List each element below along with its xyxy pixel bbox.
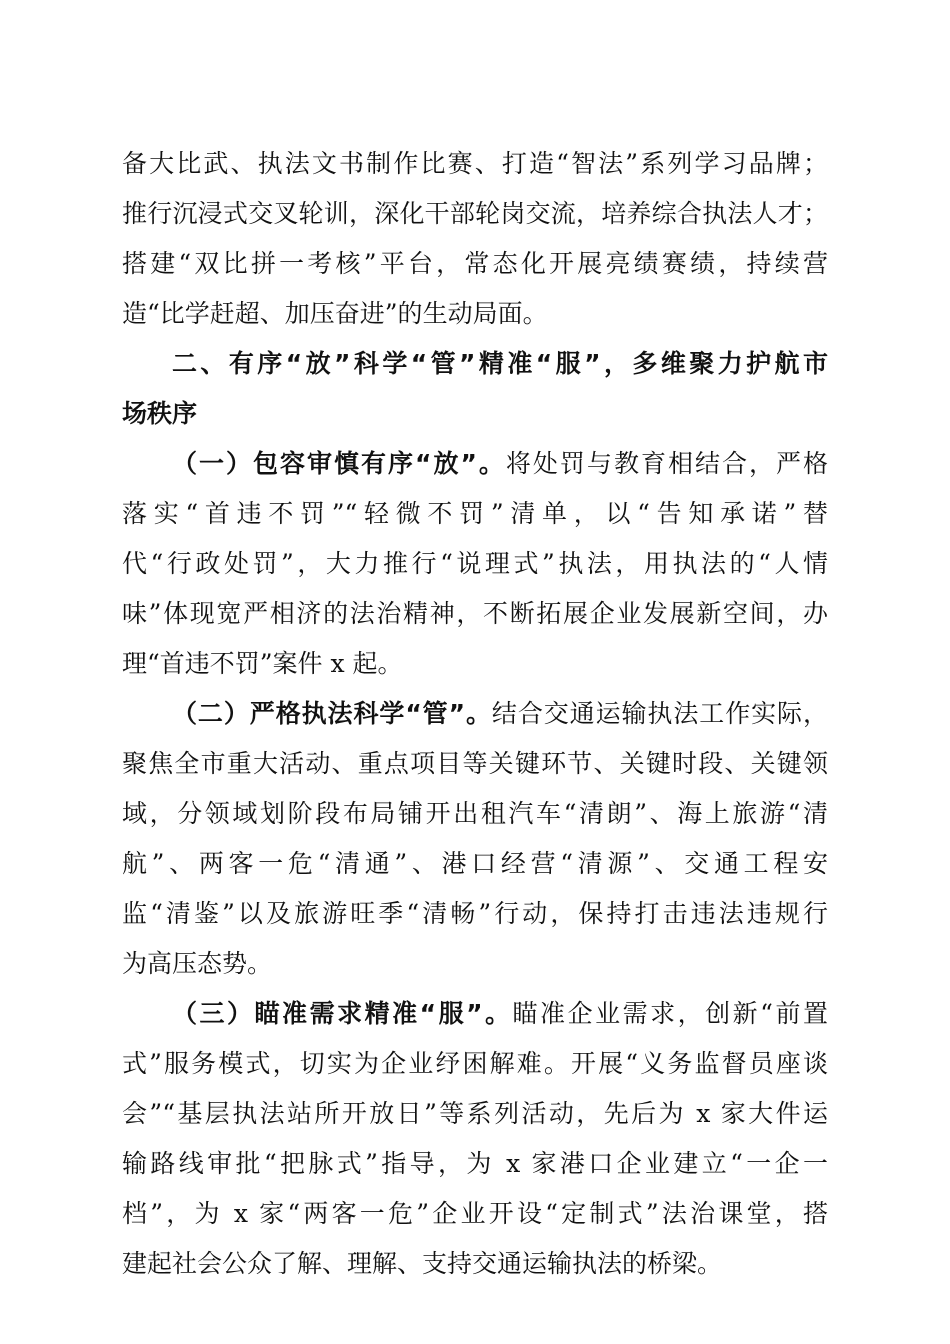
text-line: 备大比武、执法文书制作比赛、打造“智法”系列学习品牌； bbox=[122, 149, 828, 178]
text-line: 推行沉浸式交叉轮训，深化干部轮岗交流，培养综合执法人才； bbox=[122, 199, 828, 228]
text-line: 味”体现宽严相济的法治精神，不断拓展企业发展新空间，办 bbox=[122, 599, 828, 628]
text-line bbox=[122, 689, 828, 739]
text-line: 监“清鉴”以及旅游旺季“清畅”行动，保持打击违法违规行 bbox=[122, 899, 828, 928]
paragraph-fu bbox=[122, 989, 828, 1289]
text-line: 输路线审批“把脉式”指导，为 x 家港口企业建立“一企一 bbox=[122, 1149, 828, 1178]
text-span: 瞄准企业需求，创新“前置 bbox=[512, 999, 828, 1028]
text-line: 航”、两客一危“清通”、港口经营“清源”、交通工程安 bbox=[122, 849, 828, 878]
subsection-heading: （三）瞄准需求精准“服”。 bbox=[172, 999, 513, 1028]
text-line: 代“行政处罚”，大力推行“说理式”执法，用执法的“人情 bbox=[122, 549, 828, 578]
subsection-heading: （一）包容审慎有序“放”。 bbox=[172, 449, 506, 478]
text-line: 式”服务模式，切实为企业纾困解难。开展“义务监督员座谈 bbox=[122, 1049, 828, 1078]
section-heading-line: 二、有序“放”科学“管”精准“服”，多维聚力护航市 bbox=[172, 349, 828, 378]
text-span: 结合交通运输执法工作实际， bbox=[491, 699, 828, 728]
text-line: 落实“首违不罚”“轻微不罚”清单，以“告知承诺”替 bbox=[122, 499, 828, 528]
section-heading-line: 场秩序 bbox=[122, 399, 198, 428]
paragraph-intro-continued bbox=[122, 139, 828, 339]
text-span: 将处罚与教育相结合，严格 bbox=[505, 449, 828, 478]
text-line: 域，分领域划阶段布局铺开出租汽车“清朗”、海上旅游“清 bbox=[122, 799, 828, 828]
section-heading bbox=[122, 339, 828, 439]
text-line: 会”“基层执法站所开放日”等系列活动，先后为 x 家大件运 bbox=[122, 1099, 828, 1128]
text-line bbox=[122, 439, 828, 489]
subsection-heading: （二）严格执法科学“管”。 bbox=[172, 699, 492, 728]
text-line: 搭建“双比拼一考核”平台，常态化开展亮绩赛绩，持续营 bbox=[122, 249, 828, 278]
paragraph-fang bbox=[122, 439, 828, 689]
text-line: 理“首违不罚”案件 x 起。 bbox=[122, 649, 403, 678]
text-line: 建起社会公众了解、理解、支持交通运输执法的桥梁。 bbox=[122, 1249, 723, 1278]
text-line: 档”，为 x 家“两客一危”企业开设“定制式”法治课堂，搭 bbox=[122, 1199, 828, 1228]
text-line: 造“比学赶超、加压奋进”的生动局面。 bbox=[122, 299, 548, 328]
text-line: 为高压态势。 bbox=[122, 949, 273, 978]
text-line bbox=[122, 989, 828, 1039]
paragraph-guan bbox=[122, 689, 828, 989]
document-body bbox=[122, 139, 828, 1289]
text-line: 聚焦全市重大活动、重点项目等关键环节、关键时段、关键领 bbox=[122, 749, 828, 778]
